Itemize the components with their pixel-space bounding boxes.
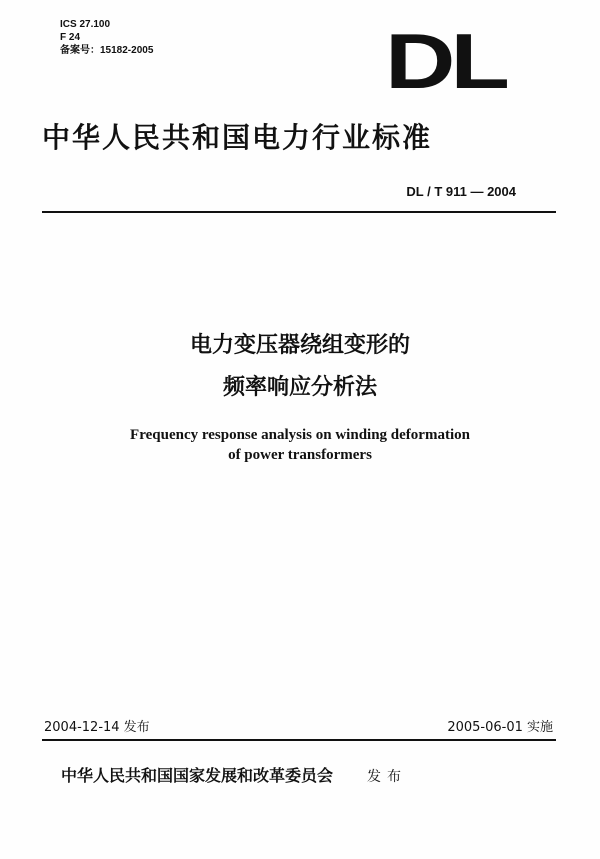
title-en-line2: of power transformers — [228, 447, 372, 463]
issuer-line — [61, 763, 407, 786]
classification-block — [60, 18, 153, 57]
issuer-action: 发布 — [367, 769, 408, 785]
issuer-name: 中华人民共和国国家发展和改革委员会 — [61, 766, 334, 785]
title-cn-line1: 电力变压器绕组变形的 — [189, 333, 410, 358]
title-cn-line2: 频率响应分析法 — [222, 375, 377, 400]
issue-date: 2004-12-14 发布 — [44, 720, 150, 735]
implementation-date: 2005-06-01 实施 — [447, 720, 553, 735]
standard-number: DL / T 911 — 2004 — [406, 184, 516, 199]
dl-logo: DL — [385, 17, 505, 105]
category-code: F 24 — [60, 32, 81, 43]
top-divider — [42, 211, 556, 213]
record-number: 备案号：15182-2005 — [60, 45, 154, 56]
bottom-divider — [42, 739, 556, 741]
industry-standard-title: 中华人民共和国电力行业标准 — [42, 121, 433, 154]
title-en-line1: Frequency response analysis on winding deformation — [130, 427, 470, 443]
ics-code: ICS 27.100 — [60, 19, 111, 30]
